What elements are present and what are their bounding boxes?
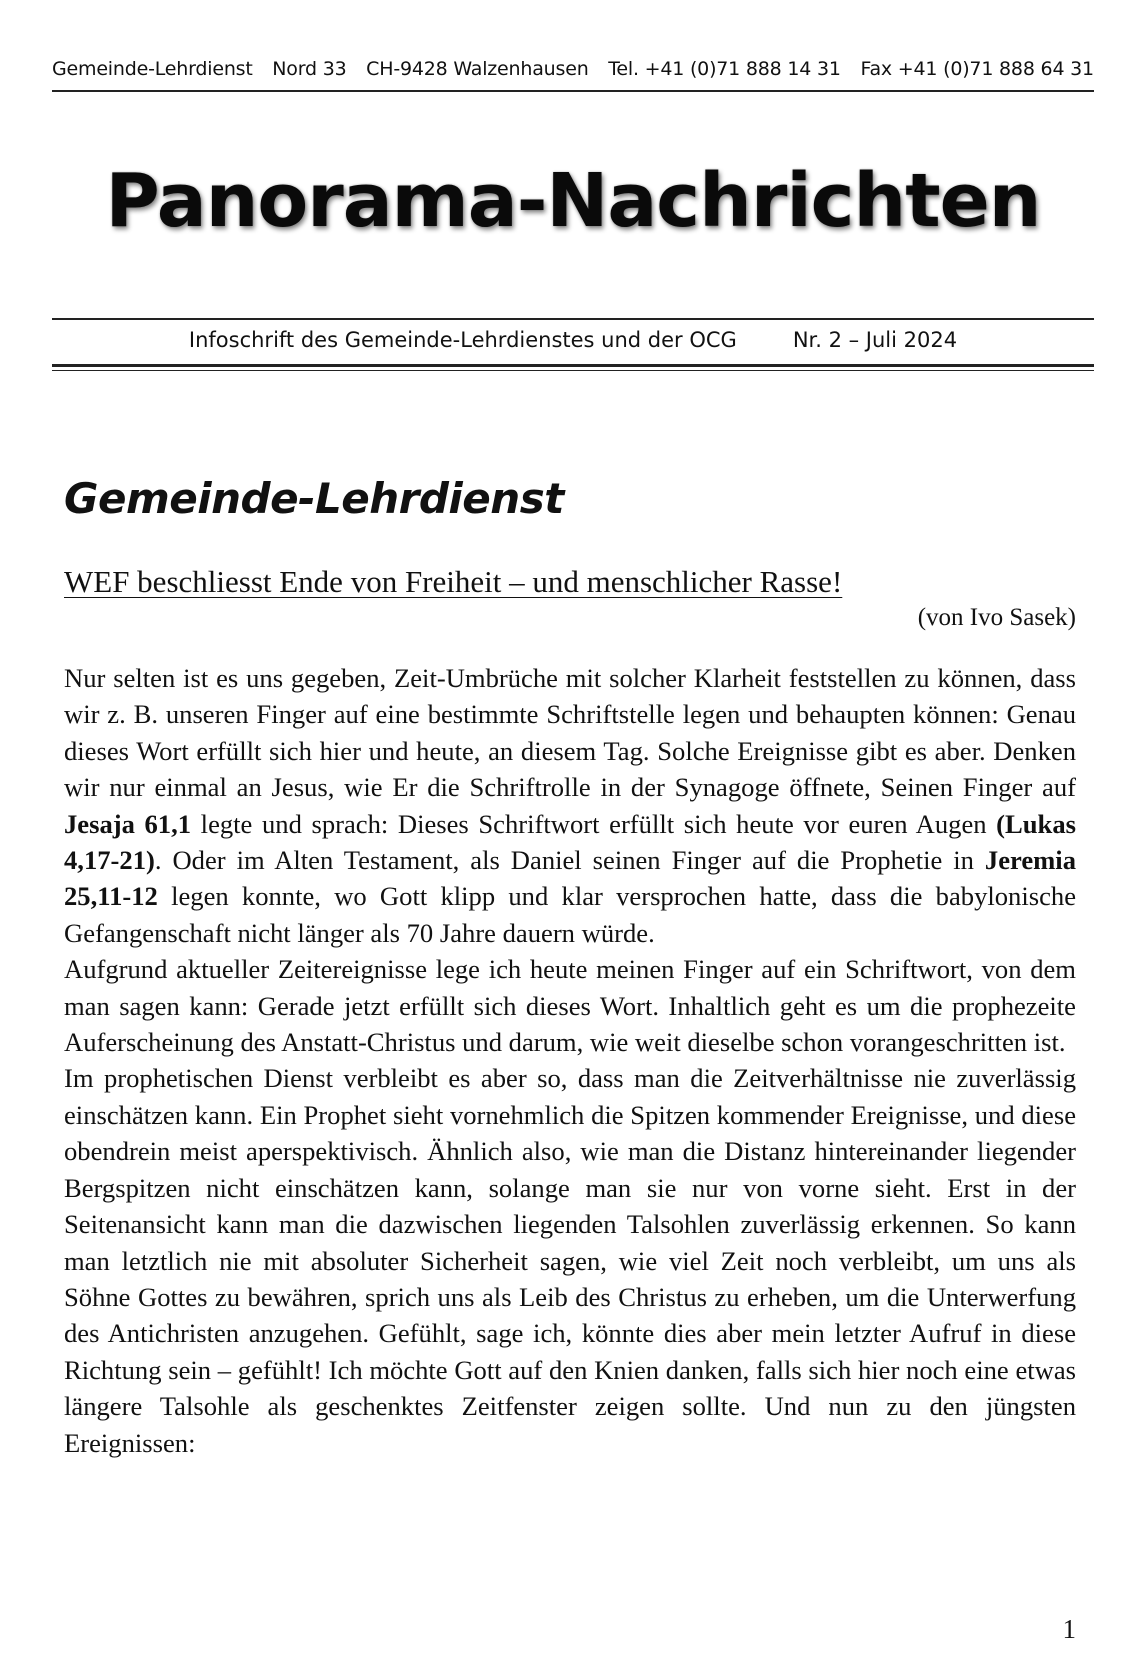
subtitle-bottom-divider: [52, 364, 1094, 367]
paragraph-text: legen konnte, wo Gott klipp und klar versprochen hatte, dass die babylonische Gefangenschaft nicht länger als 70 Jahre dauern würde.: [64, 881, 1076, 948]
paragraph-3: Im prophetischen Dienst verbleibt es aber so, dass man die Zeitverhältnisse nie zuverlässig einschätzen kann. Ein Prophet sieht vornehmlich die Spitzen kommender Ereignisse, und diese obendrein meist aperspektivisch. Ähnlich also, wie man die Distanz hintereinander liegender Bergspitzen nicht einschätzen kann, solange man sie nur von vorne sieht. Erst in der Seitenansicht kann man die dazwischen liegenden Talsohlen zuverlässig erkennen. So kann man letztlich nie mit absoluter Sicherheit sagen, wie viel Zeit noch verbleibt, um uns als Söhne Gottes zu bewähren, sprich uns als Leib des Christus zu erheben, um die Unterwerfung des Antichristen anzugehen. Gefühlt, sage ich, könnte dies aber mein letzter Aufruf in diese Richtung sein – gefühlt! Ich möchte Gott auf den Knien danken, falls sich hier noch eine etwas längere Talsohle als geschenktes Zeitfenster zeigen sollte. Und nun zu den jüngsten Ereignissen:: [64, 1063, 1076, 1458]
paragraph-text: legte und sprach: Dieses Schriftwort erfüllt sich heute vor euren Augen: [191, 808, 997, 839]
header-divider: [52, 90, 1094, 92]
scripture-reference: Jeremia 25,11-12: [64, 845, 1076, 912]
scripture-reference: Jesaja 61,1: [64, 808, 192, 839]
paragraph-2: Aufgrund aktueller Zeitereignisse lege ich heute meinen Finger auf ein Schriftwort, von dem man sagen kann: Gerade jetzt erfüllt sich dieses Wort. Inhaltlich geht es um die prophezeite Auferscheinung des Anstatt-Christus und darum, wie weit dieselbe schon vorangeschritten ist.: [64, 954, 1076, 1058]
header-org: Gemeinde-Lehrdienst: [52, 58, 253, 80]
paragraph-1: [64, 660, 1076, 951]
header-tel: Tel. +41 (0)71 888 14 31: [608, 58, 841, 80]
header-city: CH-9428 Walzenhausen: [366, 58, 589, 80]
subtitle-bar: [52, 328, 1094, 352]
scripture-reference: (Lukas 4,17-21): [64, 808, 1076, 876]
paragraph-text: Nur selten ist es uns gegeben, Zeit-Umbrüche mit solcher Klarheit feststellen zu können, dass wir z. B. unseren Finger auf eine bestimmte Schriftstelle legen und behaupten können: Genau dieses Wort erfüllt sich hier und heute, an diesem Tag. Solche Ereignisse gibt es aber. Denken wir nur einmal an Jesus, wie Er die Schriftrolle in der Synagoge öffnete, Seinen Finger auf: [64, 663, 1076, 803]
masthead-title: Panorama-Nachrichten: [105, 158, 1041, 244]
header-street: Nord 33: [272, 58, 347, 80]
section-heading: Gemeinde-Lehrdienst: [64, 474, 564, 523]
issue-label: Nr. 2 – Juli 2024: [792, 328, 958, 352]
paragraph-text: . Oder im Alten Testament, als Daniel seinen Finger auf die Prophetie in: [154, 845, 985, 876]
contact-header: [52, 58, 1094, 80]
article-byline: (von Ivo Sasek): [917, 604, 1076, 631]
article-title: WEF beschliesst Ende von Freiheit – und menschlicher Rasse!: [64, 564, 843, 599]
subtitle-text: Infoschrift des Gemeinde-Lehrdienstes und der OCG: [188, 328, 737, 352]
header-fax: Fax +41 (0)71 888 64 31: [860, 58, 1094, 80]
article-body: [64, 660, 1076, 1461]
page-number: 1: [1062, 1614, 1076, 1644]
subtitle-bottom-divider-thin: [52, 370, 1094, 371]
subtitle-top-divider: [52, 318, 1094, 320]
